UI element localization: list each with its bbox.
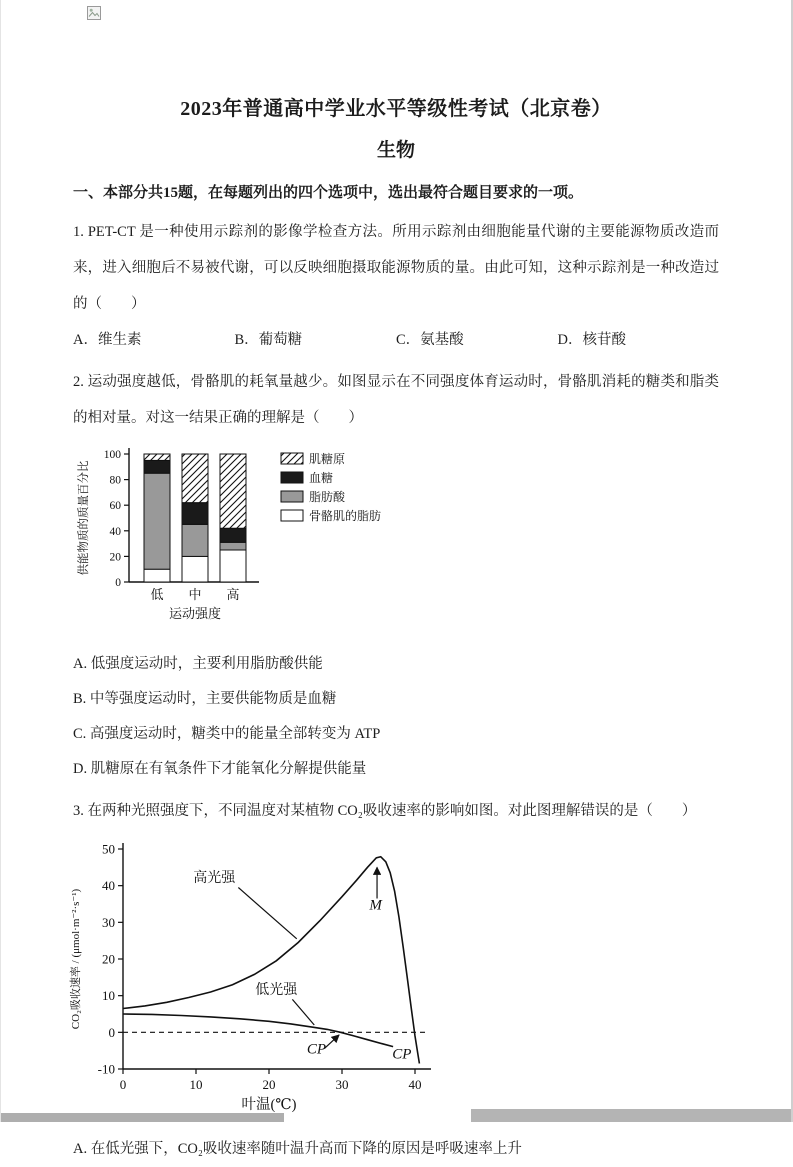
svg-text:叶温(℃): 叶温(℃): [241, 1097, 297, 1113]
svg-text:脂肪酸: 脂肪酸: [309, 490, 346, 504]
svg-text:CP: CP: [306, 1041, 327, 1058]
svg-text:50: 50: [102, 841, 115, 857]
question-2-option-c: C. 高强度运动时，糖类中的能量全部转变为 ATP: [73, 726, 381, 742]
page-bottom-strip-right: [471, 1109, 791, 1122]
line-chart-co2-uptake: [59, 833, 489, 1121]
svg-text:0: 0: [115, 577, 121, 589]
svg-text:0: 0: [119, 1077, 127, 1092]
svg-text:40: 40: [102, 878, 115, 894]
bar-chart-energy-substrates: [73, 440, 425, 636]
svg-text:0: 0: [108, 1024, 115, 1040]
svg-text:高光强: 高光强: [193, 871, 236, 886]
question-3-figure: [59, 833, 719, 1126]
question-3-text: 3. 在两种光照强度下，不同温度对某植物 CO₂吸收速率的影响如图。对此图理解错误的是（ ）: [73, 803, 697, 819]
svg-text:高: 高: [226, 587, 240, 602]
question-1-option-b: B．葡萄糖: [234, 332, 303, 348]
svg-text:10: 10: [102, 988, 115, 1004]
svg-text:CP: CP: [392, 1046, 412, 1063]
svg-text:运动强度: 运动强度: [168, 606, 222, 621]
question-2-option-d: D. 肌糖原在有氧条件下才能氧化分解提供能量: [73, 761, 367, 777]
svg-text:20: 20: [102, 951, 115, 967]
svg-text:100: 100: [103, 449, 121, 461]
svg-text:40: 40: [408, 1077, 422, 1092]
svg-text:10: 10: [189, 1077, 203, 1092]
exam-subject: 生物: [376, 140, 415, 161]
svg-text:骨骼肌的脂肪: 骨骼肌的脂肪: [309, 509, 382, 523]
question-1-text: 1. PET-CT 是一种使用示踪剂的影像学检查方法。所用示踪剂由细胞能量代谢的主要能源物质改造而来，进入细胞后不易被代谢，可以反映细胞摄取能源物质的量。由此可知，这种示踪剂是一种改造过的（ ）: [73, 224, 719, 312]
svg-text:肌糖原: 肌糖原: [309, 452, 346, 466]
question-1-options: [73, 322, 719, 358]
section-1-header: 一、本部分共15题，在每题列出的四个选项中，选出最符合题目要求的一项。: [73, 185, 584, 201]
question-1-option-d: D．核苷酸: [557, 332, 626, 348]
svg-text:血糖: 血糖: [309, 471, 334, 485]
exam-title: 2023年普通高中学业水平等级性考试（北京卷）: [180, 98, 612, 120]
page-bottom-strip-left: [1, 1113, 284, 1122]
question-1-option-a: A．维生素: [73, 332, 142, 348]
svg-text:20: 20: [109, 551, 121, 564]
svg-text:30: 30: [335, 1077, 349, 1092]
question-2-figure: [73, 440, 719, 641]
question-2-option-a: A. 低强度运动时，主要利用脂肪酸供能: [73, 656, 323, 672]
svg-text:80: 80: [109, 474, 121, 487]
svg-text:供能物质的质量百分比: 供能物质的质量百分比: [78, 460, 90, 576]
svg-text:40: 40: [109, 525, 121, 538]
svg-text:低: 低: [150, 587, 164, 602]
svg-text:低光强: 低光强: [255, 982, 298, 998]
svg-text:30: 30: [102, 914, 115, 930]
svg-text:M: M: [369, 897, 382, 914]
svg-text:-10: -10: [97, 1061, 115, 1077]
svg-text:中: 中: [188, 587, 202, 602]
image-placeholder-icon: [87, 6, 101, 20]
question-1-option-c: C．氨基酸: [396, 332, 464, 348]
question-2-option-b: B. 中等强度运动时，主要供能物质是血糖: [73, 691, 337, 707]
svg-text:CO₂吸收速率 / (μmol·m⁻²·s⁻¹): CO₂吸收速率 / (μmol·m⁻²·s⁻¹): [70, 888, 82, 1030]
svg-text:60: 60: [109, 500, 121, 513]
question-2-text: 2. 运动强度越低，骨骼肌的耗氧量越少。如图显示在不同强度体育运动时，骨骼肌消耗的糖类和脂类的相对量。对这一结果正确的理解是（ ）: [73, 374, 719, 426]
question-3-option-a: A. 在低光强下，CO₂吸收速率随叶温升高而下降的原因是呼吸速率上升: [73, 1141, 522, 1157]
svg-text:20: 20: [262, 1077, 276, 1092]
